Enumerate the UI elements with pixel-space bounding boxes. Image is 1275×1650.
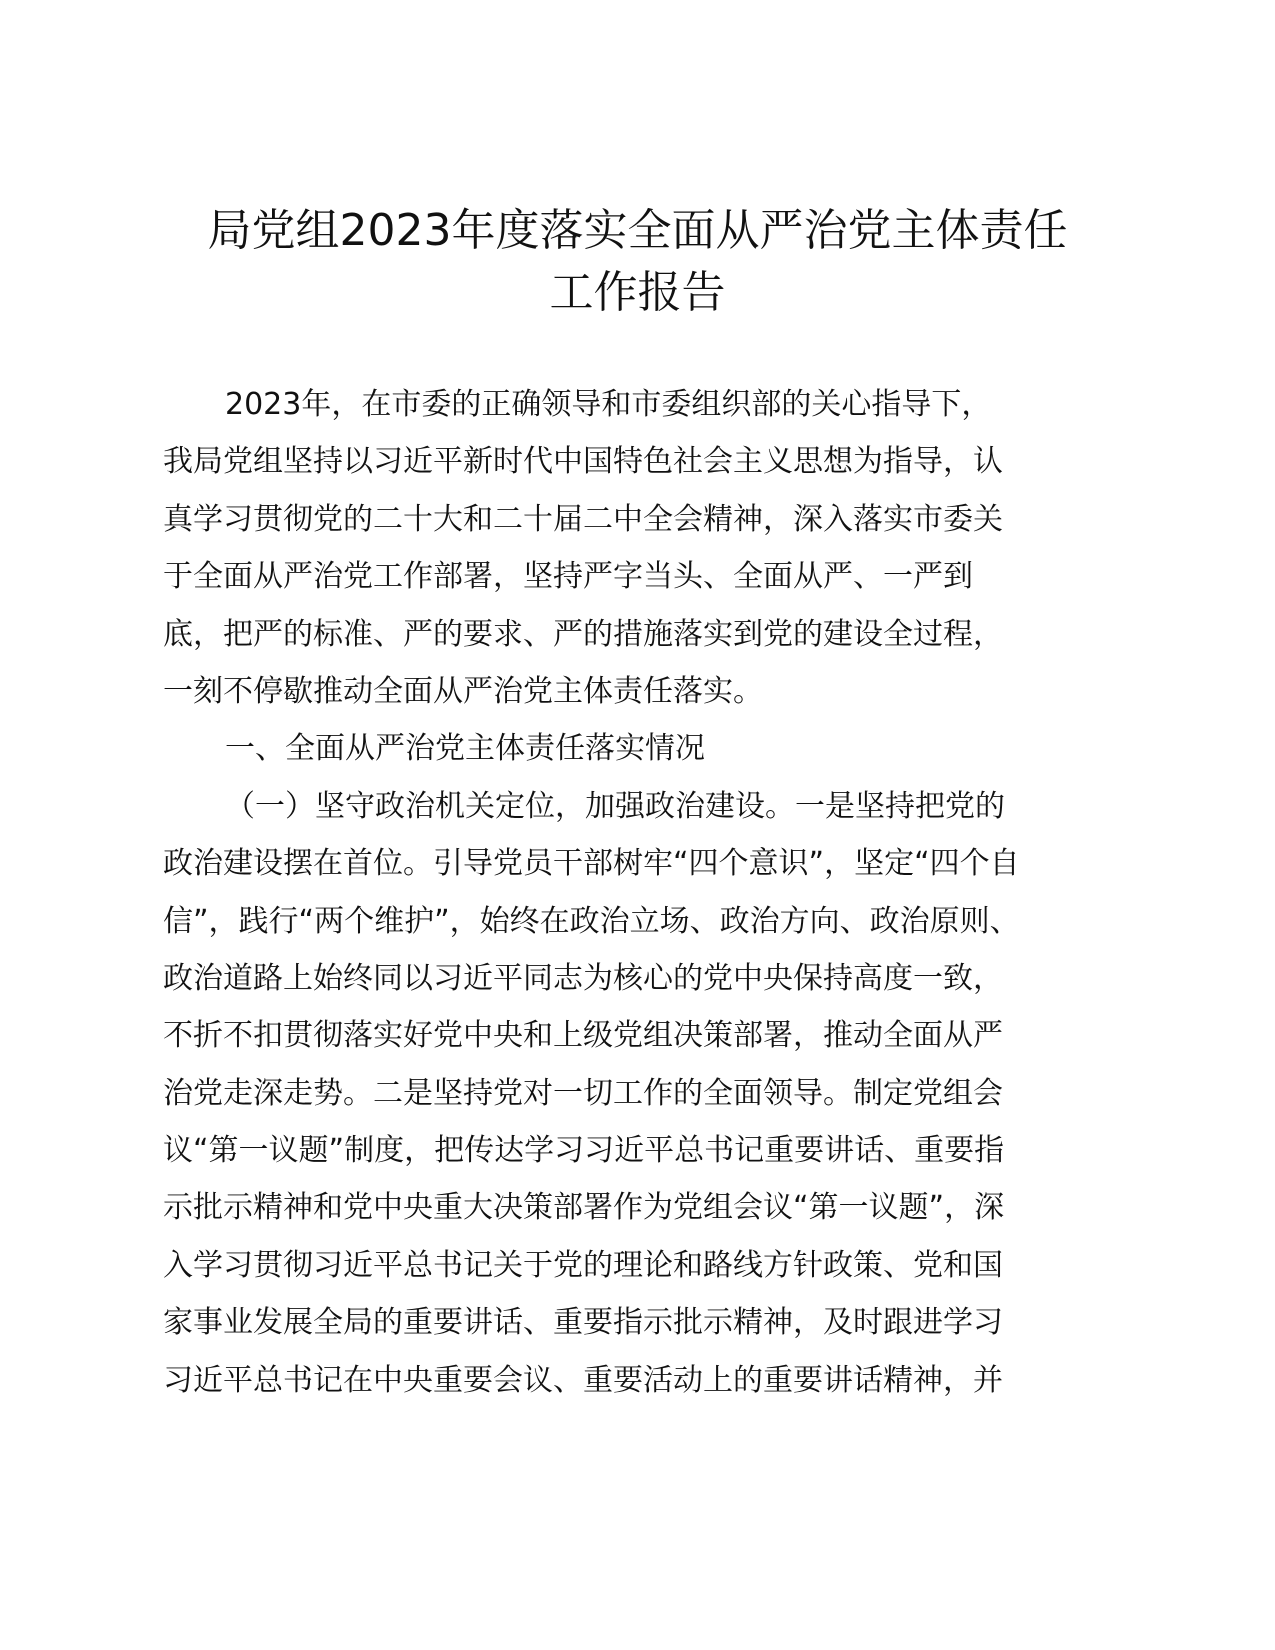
paragraph-political-line: 政治道路上始终同以习近平同志为核心的党中央保持高度一致， (163, 960, 1003, 996)
paragraph-intro-line: 底，把严的标准、严的要求、严的措施落实到党的建设全过程， (163, 616, 1003, 652)
paragraph-political-line: 示批示精神和党中央重大决策部署作为党组会议“第一议题”，深 (163, 1190, 1005, 1226)
paragraph-political-line: 治党走深走势。二是坚持党对一切工作的全面领导。制定党组会 (163, 1075, 1003, 1111)
paragraph-intro-line: 我局党组坚持以习近平新时代中国特色社会主义思想为指导，认 (163, 444, 1003, 480)
paragraph-political-line: 政治建设摆在首位。引导党员干部树牢“四个意识”，坚定“四个自 (163, 846, 1020, 882)
title-line-1: 局党组2023年度落实全面从严治党主体责任 (207, 205, 1068, 256)
paragraph-political-line: 入学习贯彻习近平总书记关于党的理论和路线方针政策、党和国 (163, 1247, 1003, 1283)
paragraph-intro-line: 一刻不停歇推动全面从严治党主体责任落实。 (163, 673, 763, 709)
paragraph-political-line: 家事业发展全局的重要讲话、重要指示批示精神，及时跟进学习 (163, 1305, 1003, 1341)
paragraph-intro-line: 真学习贯彻党的二十大和二十届二中全会精神，深入落实市委关 (163, 501, 1003, 537)
document-title (150, 200, 1125, 324)
paragraph-political-line: （一）坚守政治机关定位，加强政治建设。一是坚持把党的 (225, 788, 1005, 824)
paragraph-political-line: 习近平总书记在中央重要会议、重要活动上的重要讲话精神，并 (163, 1362, 1003, 1398)
document-body (163, 376, 1123, 1409)
paragraph-political-line: 信”，践行“两个维护”，始终在政治立场、政治方向、政治原则、 (163, 903, 1020, 939)
section-heading-1: 一、全面从严治党主体责任落实情况 (225, 731, 705, 767)
paragraph-political-line: 议“第一议题”制度，把传达学习习近平总书记重要讲话、重要指 (163, 1133, 1005, 1169)
paragraph-intro-line: 于全面从严治党工作部署，坚持严字当头、全面从严、一严到 (163, 559, 973, 595)
paragraph-intro-line: 2023年，在市委的正确领导和市委组织部的关心指导下， (225, 387, 992, 422)
title-line-2: 工作报告 (549, 267, 726, 318)
paragraph-political-line: 不折不扣贯彻落实好党中央和上级党组决策部署，推动全面从严 (163, 1018, 1003, 1054)
